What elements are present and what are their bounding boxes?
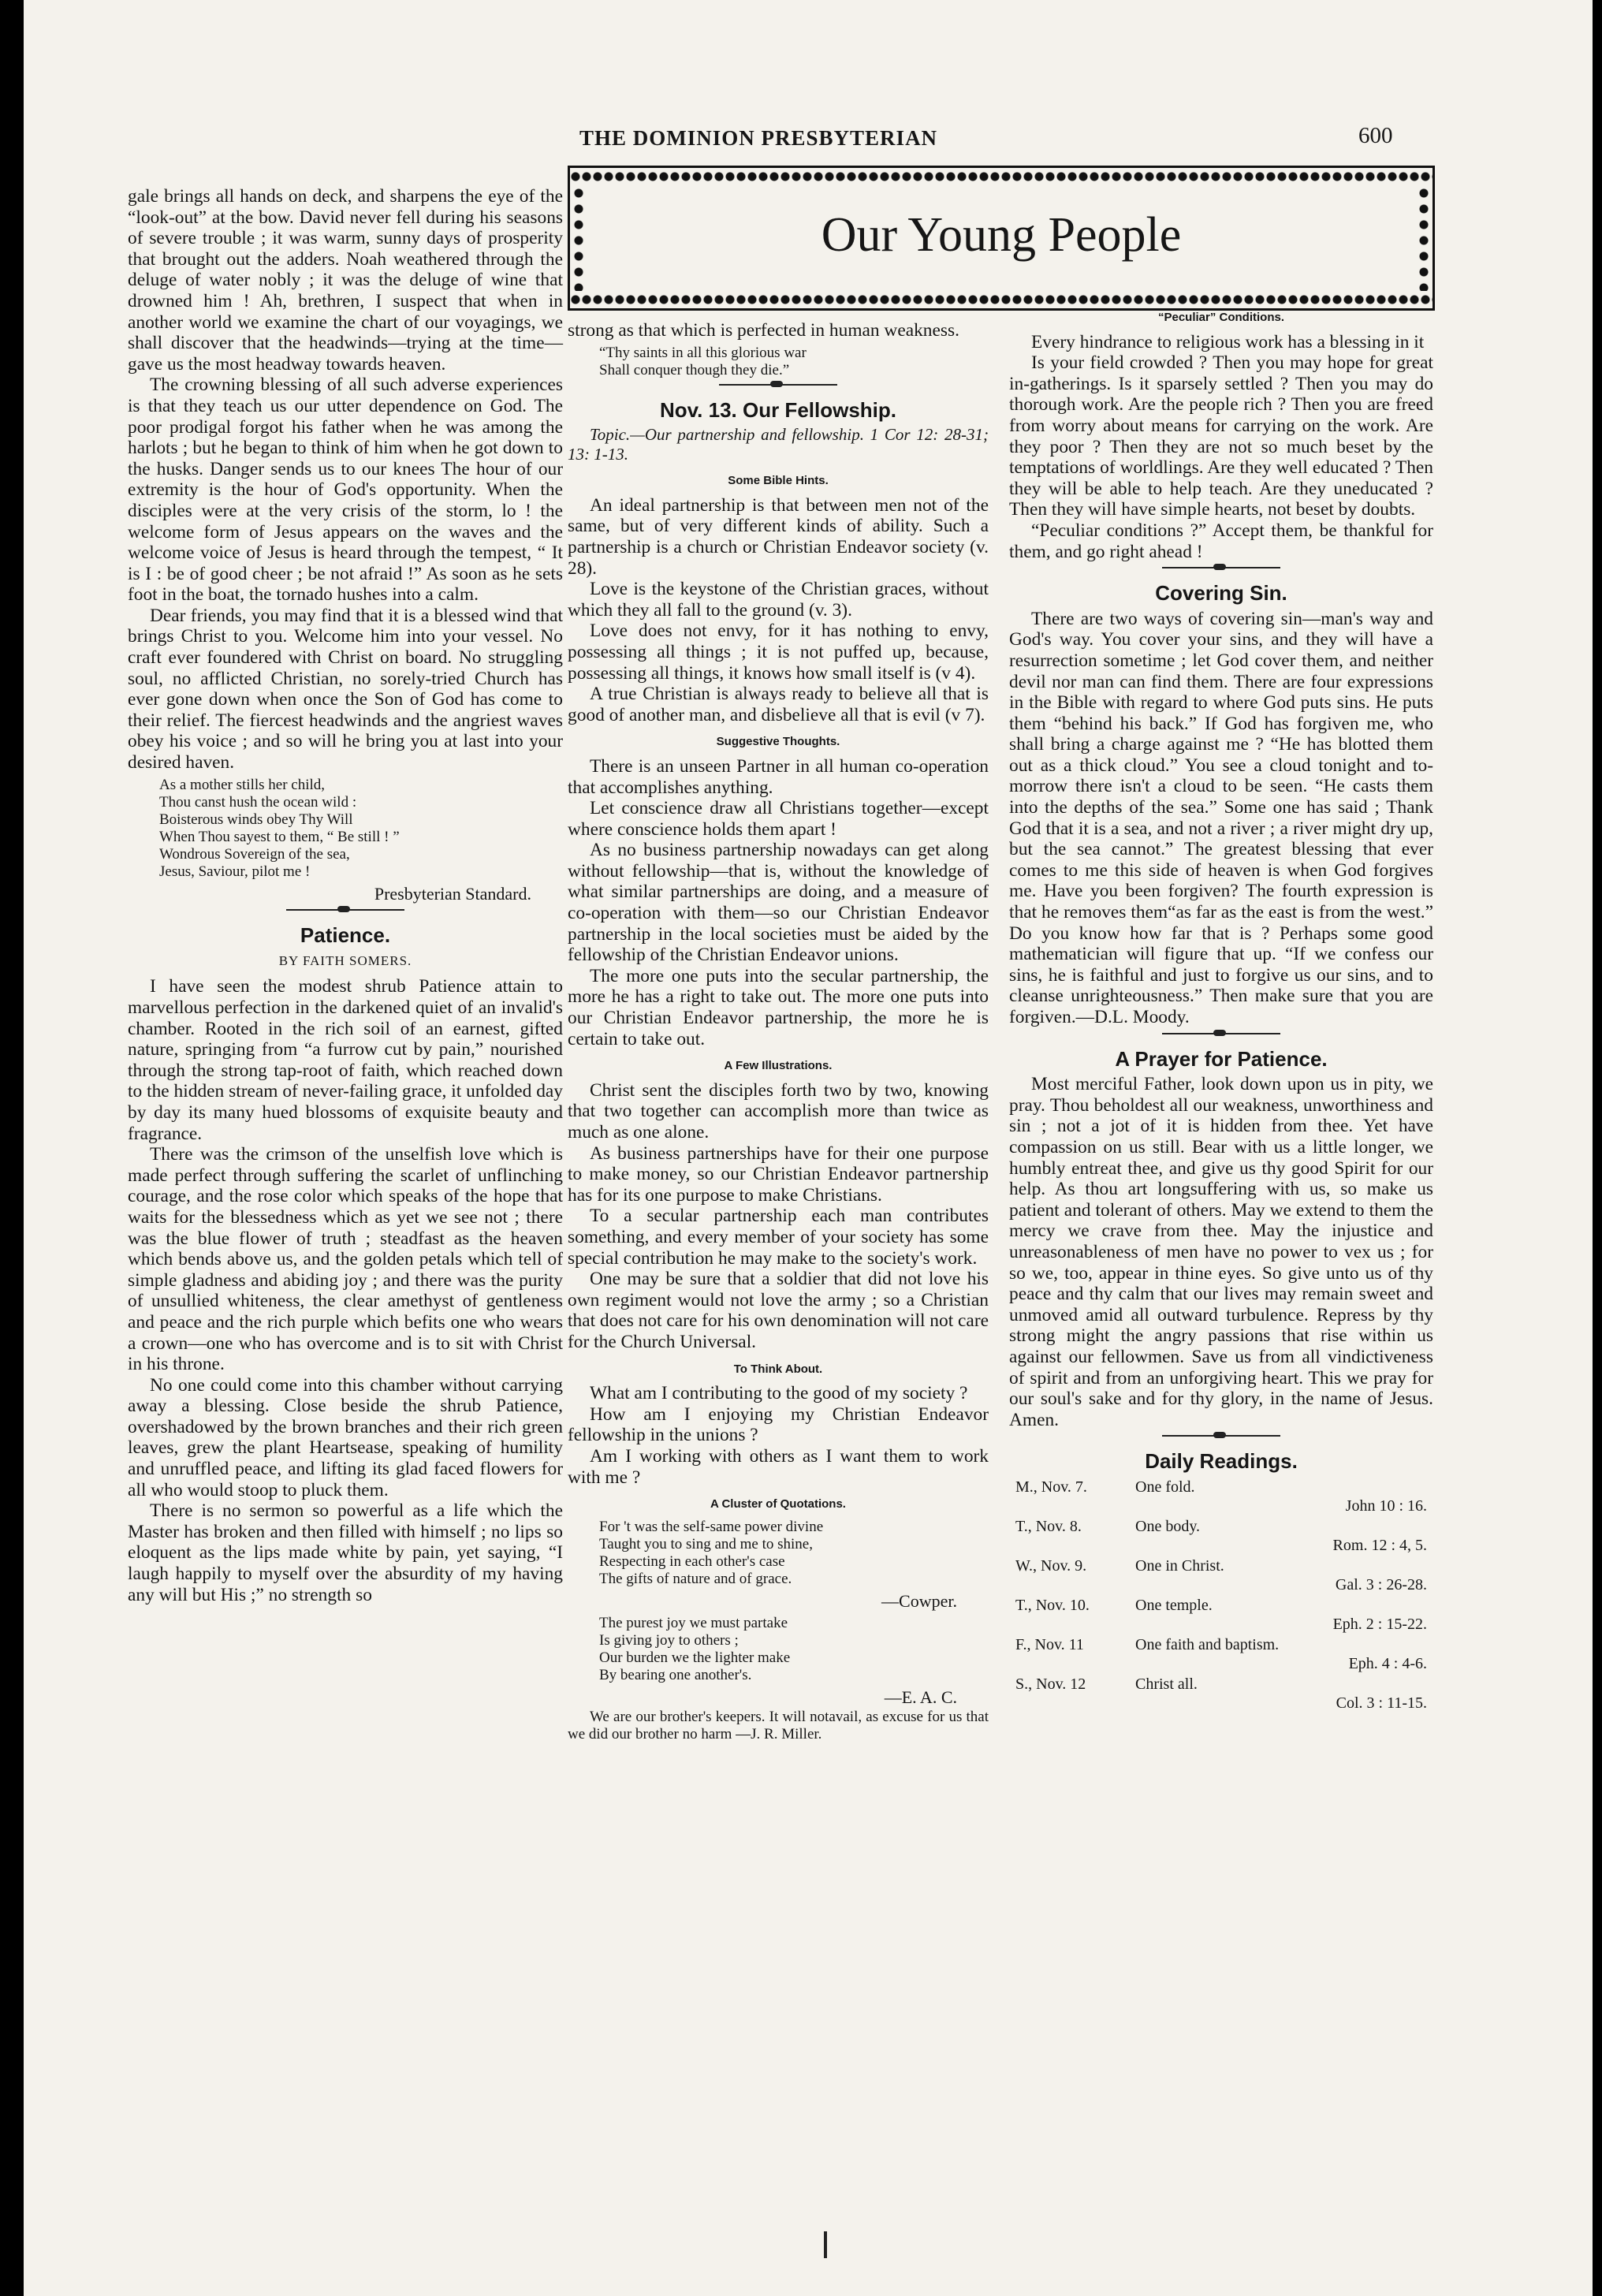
subheading: A Few Illustrations. (724, 1059, 833, 1073)
reading-day: F., Nov. 11 (1015, 1635, 1084, 1653)
article-paragraph: What am I contributing to the good of my society ? (590, 1383, 968, 1404)
section-title: Our Young People (821, 208, 1182, 262)
verse-line: By bearing one another's. (599, 1667, 752, 1684)
section-divider (1162, 567, 1280, 575)
reading-day: T., Nov. 10. (1015, 1596, 1090, 1614)
verse-line: When Thou sayest to them, “ Be still ! ” (159, 828, 400, 845)
source-credit: Presbyterian Standard. (374, 883, 531, 904)
verse-line: The gifts of nature and of grace. (599, 1570, 792, 1587)
article-paragraph: Am I working with others as I want them to work with me ? (568, 1445, 989, 1488)
reading-topic: One body. (1135, 1517, 1201, 1535)
list-item (1009, 1556, 1433, 1595)
reading-topic: One temple. (1135, 1596, 1213, 1614)
section-divider (1162, 1033, 1280, 1041)
article-paragraph: How am I enjoying my Christian Endeavor fellowship in the unions ? (568, 1403, 989, 1446)
article-paragraph: I have seen the modest shrub Patience attain to marvellous perfection in the darkened quiet of an invalid's chamber. Rooted in the rich soil of an earnest, gifted nature, springing from “a furrow cut by pain,” nourished through the strong tap-root of faith, which reached down to the hidden stream of never-failing grace, it unfolded day by day its many hued blossoms of exquisite beauty and fragrance. (128, 976, 563, 1144)
source-credit: —E. A. C. (884, 1687, 957, 1708)
article-paragraph: To a secular partnership each man contributes something, and every member of your society has some special contribution he may make to the society's work. (568, 1206, 989, 1269)
article-paragraph: gale brings all hands on deck, and sharpens the eye of the “look-out” at the bow. David never fell during his seasons of severe trouble ; it was warm, sunny days of prosperity that brought out the adders. Noah weathered through the deluge of water nobly ; it was the deluge of wine that drowned him ! Ah, brethren, I suspect that when in another world we examine the chart of our voyagings, we shall discover that the headwinds—trying at the time—gave us the most headway towards heaven. (128, 186, 563, 375)
verse-line: Wondrous Sovereign of the sea, (159, 845, 350, 863)
verse-line: Jesus, Saviour, pilot me ! (159, 863, 311, 880)
verse-line: Shall conquer though they die.” (599, 361, 790, 378)
article-heading: Daily Readings. (1145, 1449, 1298, 1474)
article-paragraph: There are two ways of covering sin—man's way and God's way. You cover your sins, and they will have a resurrection sometime ; let God cover them, and neither devil nor man can find them. There are four expressions in the Bible with regard to where God puts sins. He puts them “behind his back.” If God has forgiven me, who shall bring a charge against me ? “He has blotted them out as a thick cloud.” You see a cloud tonight and to-morrow there isn't a cloud to be seen. “He casts them into the depths of the sea.” Some one has said ; Thank God that it is a sea, and not a river ; a river might dry up, but the sea cannot.” The greatest blessing that ever comes to me this side of heaven is when God forgives me. Have you been forgiven? The fourth expression is that he removes them“as far as the east is from the west.” Do you know how far that is ? Perhaps some good mathematician will figure that up. “If we confess our sins, he is faithful and just to forgive us our sins, and to cleanse unrighteousness.” Then make sure that you are forgiven.—D.L. Moody. (1009, 608, 1433, 1027)
article-heading: A Prayer for Patience. (1115, 1046, 1328, 1071)
article-heading: Patience. (300, 923, 391, 948)
list-item (1009, 1595, 1433, 1634)
reading-topic: One fold. (1135, 1478, 1195, 1496)
article-paragraph: Love does not envy, for it has nothing to envy, possessing all things ; it is not puffed up, because, possessing all things, it knows how small itself is (v 4). (568, 621, 989, 684)
reading-topic: One faith and baptism. (1135, 1635, 1280, 1653)
reading-reference: Eph. 2 : 15-22. (1332, 1615, 1427, 1633)
article-paragraph: The more one puts into the secular partnership, the more he has a right to take out. The more one puts into our Christian Endeavor partnership, the more he is certain to take out. (568, 965, 989, 1049)
article-paragraph: No one could come into this chamber without carrying away a blessing. Close beside the shrub Patience, overshadowed by the brown branches and their rich green leaves, grew the plant Heartsease, speaking of humility and unruffled peace, and lifting its glad faced flowers for all who would stoop to pluck them. (128, 1374, 563, 1500)
reading-reference: Gal. 3 : 26-28. (1335, 1575, 1427, 1593)
column-2 (568, 320, 989, 1743)
column-1 (128, 186, 563, 1605)
daily-readings-list (1009, 1477, 1433, 1713)
verse-line: Respecting in each other's case (599, 1552, 785, 1570)
list-item (1009, 1477, 1433, 1516)
article-paragraph: “Peculiar conditions ?” Accept them, be thankful for them, and go right ahead ! (1009, 520, 1433, 562)
topic-line: Topic.—Our partnership and fellowship. 1 Cor 12: 28-31; 13: 1-13. (568, 425, 989, 464)
verse-line: Thou canst hush the ocean wild : (159, 793, 357, 811)
verse-line: Our burden we the lighter make (599, 1649, 791, 1667)
article-paragraph: Dear friends, you may find that it is a blessed wind that brings Christ to you. Welcome him into your vessel. No craft ever foundered with Christ on board. No struggling soul, no afflicted Christian, no sorely-tried Church has ever gone down when once the Son of God has come to their relief. The fiercest headwinds and the angriest waves obey his voice ; and so will he bring you at last into your desired haven. (128, 605, 563, 773)
newspaper-page (24, 0, 1593, 2296)
verse-line: For 't was the self-same power divine (599, 1518, 824, 1535)
source-credit: —Cowper. (881, 1590, 957, 1611)
verse-line: Boisterous winds obey Thy Will (159, 811, 353, 828)
subheading: “Peculiar” Conditions. (1157, 311, 1285, 324)
subheading: A Cluster of Quotations. (710, 1497, 846, 1511)
article-heading: Covering Sin. (1155, 581, 1287, 606)
list-item (1009, 1634, 1433, 1674)
hymn-verse (159, 777, 563, 881)
reading-day: M., Nov. 7. (1015, 1478, 1087, 1496)
article-paragraph: There was the crimson of the unselfish love which is made perfect through suffering the scarlet of unflinching courage, and the rose color which speaks of the hope that waits for the blessedness which as yet we see not ; there was the blue flower of truth ; steadfast as the heaven which bends above us, and the golden petals which tell of simple gladness and abiding joy ; and there was the purity of unsullied whiteness, the clear amethyst of gentleness and peace and the rich purple which befits one who wears a crown—one who has overcome and is to sit with Christ in his throne. (128, 1144, 563, 1375)
closing-quote: We are our brother's keepers. It will notavail, as excuse for us that we did our brother no harm —J. R. Miller. (568, 1708, 989, 1742)
verse-line: Is giving joy to others ; (599, 1632, 739, 1649)
article-paragraph: Most merciful Father, look down upon us in pity, we pray. Thou beholdest all our weakness, unworthiness and sin ; not a jot of it is hidden from thee. Yet have compassion on us still. Bear with us a little longer, we humbly entreat thee, and give us thy good Spirit for our help. As thou art longsuffering with us, so make us patient and tolerant of others. May we extend to them the mercy we crave from thee. May the injustice and unreasonableness of men have no power to vex us ; for so we, too, appear in thine eyes. So give unto us of thy peace and thy calm that our lives may remain sweet and unmoved amid all outward turbulence. Repress by thy strong might the angry passions that rise within us against our fellowmen. Save us from all vindictiveness of spirit and from an unforgiving heart. This we pray for our soul's sake and for thy glory, in the name of Jesus. Amen. (1009, 1074, 1433, 1430)
print-mark (824, 2231, 827, 2258)
section-divider (1162, 1435, 1280, 1443)
article-paragraph: An ideal partnership is that between men not of the same, but of very different kinds of ability. Such a partnership is a church or Christian Endeavor society (v. 28). (568, 494, 989, 579)
reading-day: T., Nov. 8. (1015, 1517, 1082, 1535)
verse-line: The purest joy we must partake (599, 1615, 788, 1632)
verse-line: As a mother stills her child, (159, 776, 326, 793)
column-3 (1009, 311, 1433, 1713)
byline: BY FAITH SOMERS. (278, 952, 412, 968)
verse-line: “Thy saints in all this glorious war (599, 344, 807, 361)
subheading: Some Bible Hints. (728, 474, 829, 488)
reading-day: W., Nov. 9. (1015, 1556, 1087, 1575)
verse-line: Taught you to sing and me to shine, (599, 1535, 813, 1552)
article-paragraph: Is your field crowded ? Then you may hope for great in-gatherings. Is it sparsely settled ? Then you may do thorough work. Are the people rich ? Then you are freed from worry about means for carrying on the work. Are they poor ? Then they are not so much beset by the temptations of worldlings. Are they well educated ? Then they will be able to help teach. Are they uneducated ? Then they will have simple hearts, not beset by doubts. (1009, 352, 1433, 520)
quotation-verse (599, 1615, 989, 1684)
article-paragraph: There is no sermon so powerful as a life which the Master has broken and then filled with himself ; no lips so eloquent as the lips made white by pain, yet saying, “I laugh happily to myself over the absurdity of my having any will but His ;” no strength so (128, 1500, 563, 1605)
article-paragraph: Christ sent the disciples forth two by two, knowing that two together can accomplish more than twice as much as one alone. (568, 1079, 989, 1142)
reading-day: S., Nov. 12 (1015, 1675, 1086, 1693)
reading-topic: One in Christ. (1135, 1556, 1224, 1575)
section-banner (568, 166, 1435, 311)
article-heading: Nov. 13. Our Fellowship. (659, 397, 896, 422)
page-number: 600 (1358, 123, 1393, 148)
article-paragraph: The crowning blessing of all such adverse experiences is that they teach us our utter dependence on God. The poor prodigal forgot his father when he was among the harlots ; but he began to think of him when he got down to the husks. Danger sends us to our knees The hour of our extremity is the hour of God's opportunity. When the disciples were at the very crisis of the storm, lo ! the welcome form of Jesus appears on the waves and the welcome voice of Jesus is heard through the tempest, “ It is I : be of good cheer ; be not afraid !” As soon as he sets foot in the boat, the tornado hushes into a calm. (128, 375, 563, 606)
reading-reference: John 10 : 16. (1345, 1496, 1427, 1515)
couplet (599, 345, 989, 379)
article-paragraph: A true Christian is always ready to believe all that is good of another man, and disbelieve all that is evil (v 7). (568, 684, 989, 725)
article-paragraph: There is an unseen Partner in all human co-operation that accomplishes anything. (568, 755, 989, 798)
reading-reference: Eph. 4 : 4-6. (1348, 1654, 1427, 1672)
reading-reference: Col. 3 : 11-15. (1336, 1694, 1427, 1712)
quotation-verse (599, 1519, 989, 1588)
banner-ornament-bottom (570, 294, 1432, 305)
article-paragraph: As no business partnership nowadays can get along without fellowship—that is, without the knowledge of what similar partnerships are doing, and a measure of co-operation with them—so our Christian Endeavor partnership in the local societies must be aided by the fellowship of the Christian Endeavor unions. (568, 840, 989, 966)
banner-ornament-top (570, 171, 1432, 182)
article-paragraph: Love is the keystone of the Christian graces, without which they all fall to the ground (v. 3). (568, 579, 989, 621)
article-paragraph: As business partnerships have for their one purpose to make money, so our Christian Endeavor partnership has for its one purpose to make Christians. (568, 1142, 989, 1206)
article-paragraph: Let conscience draw all Christians together—except where conscience holds them apart ! (568, 798, 989, 840)
reading-reference: Rom. 12 : 4, 5. (1332, 1536, 1427, 1554)
article-paragraph: strong as that which is perfected in human weakness. (568, 320, 959, 341)
subheading: Suggestive Thoughts. (716, 735, 840, 749)
section-divider (719, 384, 837, 392)
article-paragraph: One may be sure that a soldier that did not love his own regiment would not love the army ; so a Christian that does not care for his own denomination will not care for the Church Universal. (568, 1269, 989, 1352)
reading-topic: Christ all. (1135, 1675, 1198, 1693)
section-divider (286, 909, 404, 917)
list-item (1009, 1516, 1433, 1556)
running-title: THE DOMINION PRESBYTERIAN (579, 126, 938, 150)
article-paragraph: Every hindrance to religious work has a blessing in it (1031, 331, 1425, 352)
list-item (1009, 1674, 1433, 1713)
subheading: To Think About. (733, 1362, 823, 1376)
